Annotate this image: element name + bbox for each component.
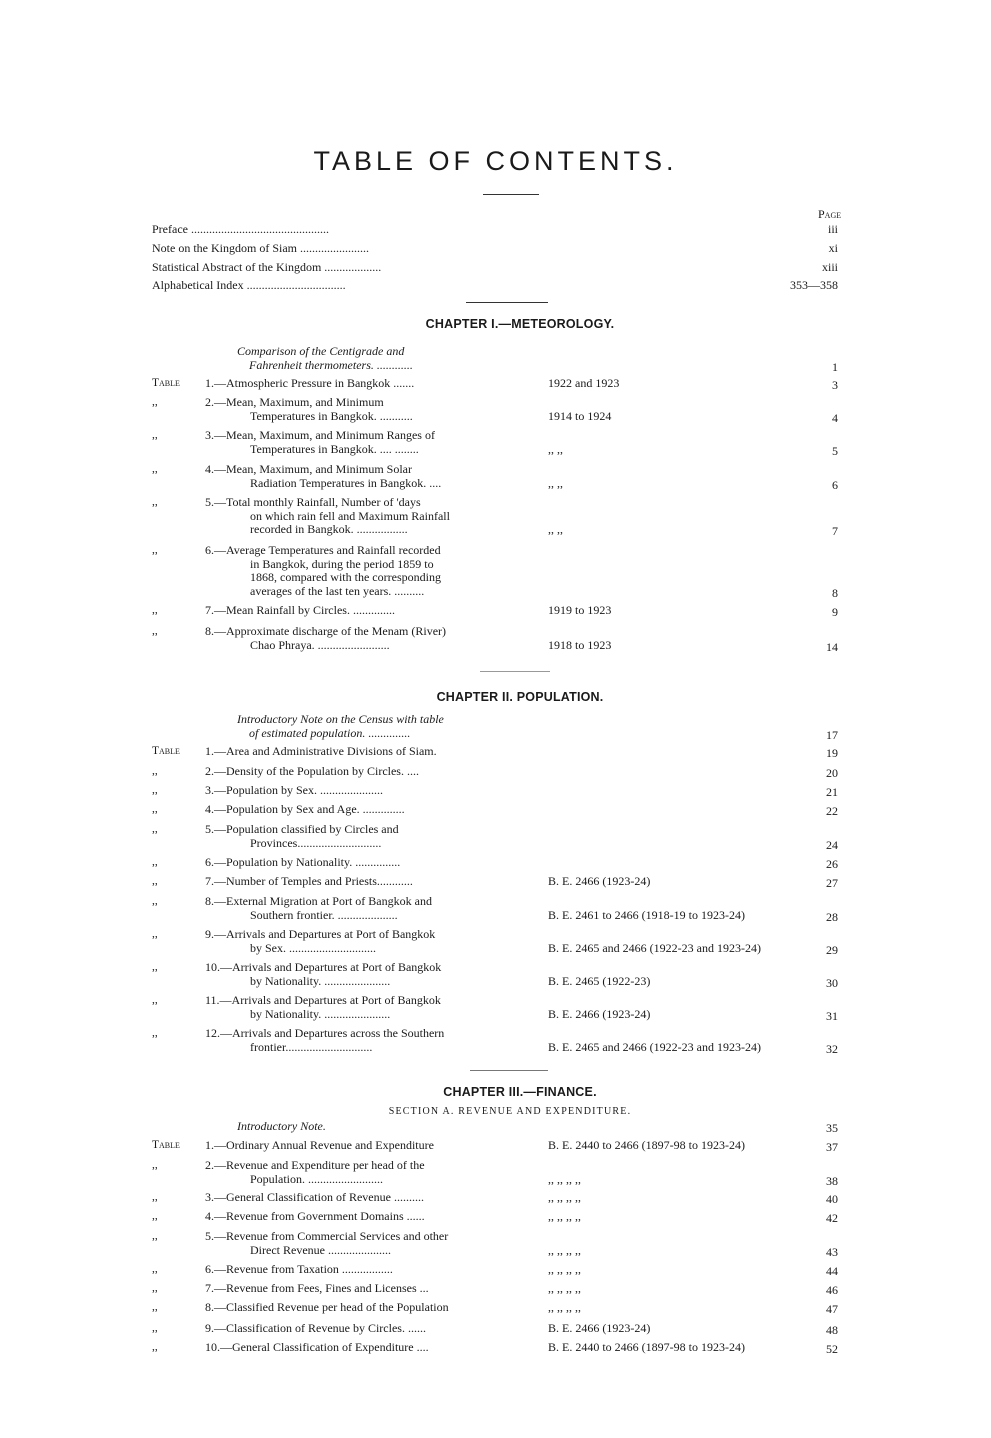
entry-title-line: 5.—Total monthly Rainfall, Number of 'days — [205, 496, 421, 509]
entry-title — [205, 429, 510, 456]
entry-page: 27 — [826, 876, 838, 890]
entry-period: ,, ,, — [548, 522, 563, 536]
entry-title-line: 2.—Revenue and Expenditure per head of the — [205, 1159, 425, 1172]
entry-title-line: Fahrenheit thermometers. ............ — [249, 358, 413, 372]
entry-title-line: Introductory Note on the Census with table — [237, 713, 444, 726]
table-label: ,, — [152, 961, 158, 973]
entry-title-line: of estimated population. .............. — [249, 726, 411, 740]
entry-title — [205, 856, 510, 870]
entry-title — [205, 1301, 510, 1315]
chapter-2-title: CHAPTER II. POPULATION. — [436, 690, 604, 704]
table-label: ,, — [152, 496, 158, 508]
entry-period: B. E. 2440 to 2466 (1897-98 to 1923-24) — [548, 1138, 745, 1152]
table-label: ,, — [152, 1027, 158, 1039]
entry-period: B. E. 2465 (1922-23) — [548, 973, 651, 988]
entry-period: B. E. 2466 (1923-24) — [548, 874, 651, 888]
entry-page: 7 — [832, 524, 838, 538]
table-label: ,, — [152, 994, 158, 1006]
entry-title-line: by Nationality. ...................... — [250, 1007, 391, 1021]
table-label: ,, — [152, 856, 158, 868]
chapter-2-divider — [470, 1070, 548, 1071]
entry-page: 21 — [826, 785, 838, 799]
entry-page: 5 — [832, 443, 838, 458]
entry-period: 1919 to 1923 — [548, 603, 612, 617]
front-matter-page: xi — [828, 241, 838, 255]
entry-page: 28 — [826, 909, 838, 924]
entry-title-line: averages of the last ten years. .......... — [250, 584, 425, 598]
entry-page: 43 — [826, 1244, 838, 1259]
entry-page: 47 — [826, 1302, 838, 1316]
entry-page: 48 — [826, 1323, 838, 1337]
entry-title — [205, 895, 510, 922]
entry-title — [237, 345, 542, 372]
entry-title — [205, 1139, 510, 1153]
entry-period: 1922 and 1923 — [548, 376, 620, 390]
entry-title-line: Temperatures in Bangkok. .... ........ — [250, 442, 419, 456]
entry-title — [205, 765, 510, 779]
chapter-1-divider — [480, 671, 550, 672]
entry-title-line: Direct Revenue ..................... — [250, 1243, 391, 1257]
entry-title-line: by Sex. ............................. — [250, 941, 376, 955]
front-matter-text: Alphabetical Index ................................. — [152, 278, 346, 292]
entry-page: 32 — [826, 1041, 838, 1056]
entry-title-line: 4.—Population by Sex and Age. .............. — [205, 803, 405, 816]
table-label: ,, — [152, 1210, 158, 1222]
chapter-3-title: CHAPTER III.—FINANCE. — [443, 1085, 597, 1099]
table-label: ,, — [152, 823, 158, 835]
table-label: ,, — [152, 928, 158, 940]
entry-title-line: frontier............................. — [250, 1040, 373, 1054]
entry-title-line: 5.—Revenue from Commercial Services and other — [205, 1230, 449, 1243]
table-label: ,, — [152, 396, 158, 408]
entry-title-line: Introductory Note. — [237, 1120, 326, 1133]
entry-title — [205, 961, 510, 988]
entry-title-line: Temperatures in Bangkok. ........... — [250, 409, 413, 423]
entry-page: 8 — [832, 585, 838, 600]
entry-page: 42 — [826, 1211, 838, 1225]
table-label: Table — [152, 377, 180, 389]
entry-page: 30 — [826, 975, 838, 990]
table-label: ,, — [152, 765, 158, 777]
entry-title-line: Radiation Temperatures in Bangkok. .... — [250, 476, 442, 490]
entry-title-line: 2.—Density of the Population by Circles. .... — [205, 765, 419, 778]
entry-title-line: 6.—Population by Nationality. ............... — [205, 856, 401, 869]
entry-title-line: 6.—Revenue from Taxation ................. — [205, 1263, 393, 1276]
entry-page: 19 — [826, 746, 838, 760]
chapter-1-title: CHAPTER I.—METEOROLOGY. — [425, 317, 615, 331]
entry-title-line: on which rain fell and Maximum Rainfall — [250, 509, 450, 523]
entry-period: ,, ,, — [548, 441, 563, 456]
entry-page: 40 — [826, 1192, 838, 1206]
entry-page: 22 — [826, 804, 838, 818]
entry-period: ,, ,, ,, ,, — [548, 1300, 581, 1314]
entry-period: ,, ,, ,, ,, — [548, 1171, 581, 1186]
entry-title-line: 3.—General Classification of Revenue .......... — [205, 1191, 424, 1204]
table-label: ,, — [152, 1322, 158, 1334]
entry-title-line: 3.—Mean, Maximum, and Minimum Ranges of — [205, 429, 435, 442]
page-column-header: Page — [818, 207, 842, 221]
entry-title — [205, 1027, 510, 1054]
table-label: ,, — [152, 784, 158, 796]
entry-title-line: 3.—Population by Sex. ..................... — [205, 784, 384, 797]
entry-title — [205, 994, 510, 1021]
entry-page: 3 — [832, 378, 838, 392]
entry-title — [205, 396, 510, 423]
front-matter-page: iii — [827, 222, 838, 236]
entry-period: ,, ,, ,, ,, — [548, 1209, 581, 1223]
entry-title-line: 10.—Arrivals and Departures at Port of Bangkok — [205, 961, 442, 974]
entry-period: ,, ,, ,, ,, — [548, 1190, 581, 1204]
entry-title-line: 7.—Revenue from Fees, Fines and Licenses ... — [205, 1282, 429, 1295]
entry-title — [205, 803, 510, 817]
entry-period: ,, ,, ,, ,, — [548, 1281, 581, 1295]
entry-period: ,, ,, — [548, 475, 563, 490]
entry-title-line: 1.—Ordinary Annual Revenue and Expenditure — [205, 1139, 434, 1152]
entry-page: 9 — [832, 605, 838, 619]
entry-title-line: 6.—Average Temperatures and Rainfall recorded — [205, 544, 441, 557]
entry-title — [205, 604, 510, 618]
entry-title-line: 8.—Classified Revenue per head of the Population — [205, 1301, 449, 1314]
title-divider — [483, 194, 539, 195]
table-label: ,, — [152, 1159, 158, 1171]
entry-page: 31 — [826, 1008, 838, 1023]
entry-period: B. E. 2466 (1923-24) — [548, 1321, 651, 1335]
entry-title — [205, 1282, 510, 1296]
entry-title — [205, 875, 510, 889]
table-label: ,, — [152, 604, 158, 616]
page-title: TABLE OF CONTENTS. — [313, 146, 678, 176]
entry-title-line: 10.—General Classification of Expenditure .... — [205, 1341, 429, 1354]
table-label: ,, — [152, 895, 158, 907]
entry-title-line: 5.—Population classified by Circles and — [205, 823, 399, 836]
entry-title-line: 7.—Number of Temples and Priests............ — [205, 875, 413, 888]
entry-title-line: Comparison of the Centigrade and — [237, 345, 405, 358]
entry-page: 4 — [832, 410, 838, 425]
entry-title — [205, 377, 510, 391]
entry-period: B. E. 2440 to 2466 (1897-98 to 1923-24) — [548, 1340, 745, 1354]
entry-page: 17 — [826, 727, 838, 742]
entry-title — [205, 1322, 510, 1336]
entry-title-line: 9.—Classification of Revenue by Circles. ...... — [205, 1322, 426, 1335]
entry-title — [205, 463, 510, 490]
table-label: ,, — [152, 1301, 158, 1313]
front-matter-text: Preface .............................................. — [152, 222, 329, 236]
entry-title-line: recorded in Bangkok. ................. — [250, 523, 408, 536]
entry-title — [205, 1159, 510, 1186]
entry-title-line: 9.—Arrivals and Departures at Port of Bangkok — [205, 928, 436, 941]
entry-title — [205, 745, 510, 759]
entry-page: 24 — [826, 837, 838, 852]
entry-title — [205, 496, 510, 537]
table-label: ,, — [152, 463, 158, 475]
entry-title — [205, 544, 510, 598]
entry-title — [205, 784, 510, 798]
entry-page: 6 — [832, 477, 838, 492]
entry-title-line: 11.—Arrivals and Departures at Port of Bangkok — [205, 994, 441, 1007]
entry-title-line: 2.—Mean, Maximum, and Minimum — [205, 396, 384, 409]
entry-page: 46 — [826, 1283, 838, 1297]
front-matter-page: 353—358 — [790, 278, 838, 292]
table-label: ,, — [152, 1341, 158, 1353]
entry-period: B. E. 2465 and 2466 (1922-23 and 1923-24) — [548, 1039, 761, 1054]
entry-period: 1914 to 1924 — [548, 408, 612, 423]
table-label: ,, — [152, 429, 158, 441]
entry-page: 14 — [826, 639, 838, 654]
front-matter-page: xiii — [821, 260, 838, 274]
entry-title — [237, 1120, 542, 1134]
entry-title — [205, 1191, 510, 1205]
entry-page: 1 — [832, 359, 838, 374]
entry-title — [205, 928, 510, 955]
table-label: ,, — [152, 1230, 158, 1242]
entry-title — [205, 1341, 510, 1355]
entry-title-line: in Bangkok, during the period 1859 to — [250, 557, 434, 571]
entry-page: 38 — [826, 1173, 838, 1188]
entry-title — [205, 1230, 510, 1257]
entry-title-line: 1.—Atmospheric Pressure in Bangkok ....... — [205, 377, 415, 390]
table-label: ,, — [152, 1263, 158, 1275]
entry-title-line: 4.—Mean, Maximum, and Minimum Solar — [205, 463, 412, 476]
entry-title-line: by Nationality. ...................... — [250, 974, 391, 988]
entry-page: 20 — [826, 766, 838, 780]
entry-title-line: 12.—Arrivals and Departures across the Southern — [205, 1027, 445, 1040]
entry-title-line: 1868, compared with the corresponding — [250, 571, 441, 584]
entry-title-line: 4.—Revenue from Government Domains ...... — [205, 1210, 425, 1223]
entry-title-line: 8.—Approximate discharge of the Menam (River) — [205, 625, 447, 638]
table-label: ,, — [152, 544, 158, 556]
entry-title-line: 1.—Area and Administrative Divisions of Siam. — [205, 745, 437, 758]
table-label: Table — [152, 1139, 180, 1151]
entry-page: 35 — [826, 1121, 838, 1135]
entry-page: 26 — [826, 857, 838, 871]
table-label: ,, — [152, 803, 158, 815]
front-matter-text: Note on the Kingdom of Siam ....................... — [152, 241, 369, 255]
section-a-heading: SECTION A. REVENUE AND EXPENDITURE. — [388, 1106, 632, 1117]
entry-page: 29 — [826, 942, 838, 957]
entry-title-line: Provinces............................ — [250, 836, 382, 850]
entry-page: 52 — [826, 1342, 838, 1356]
entry-title — [205, 1263, 510, 1277]
entry-title-line: Southern frontier. .................... — [250, 908, 398, 922]
table-label: ,, — [152, 1282, 158, 1294]
entry-period: 1918 to 1923 — [548, 637, 612, 652]
entry-period: B. E. 2465 and 2466 (1922-23 and 1923-24) — [548, 940, 761, 955]
entry-title-line: 8.—External Migration at Port of Bangkok and — [205, 895, 432, 908]
front-matter-text: Statistical Abstract of the Kingdom ................... — [152, 260, 382, 274]
entry-title-line: Population. ......................... — [250, 1172, 384, 1186]
table-label: Table — [152, 745, 180, 757]
entry-page: 37 — [826, 1140, 838, 1154]
table-label: ,, — [152, 1191, 158, 1203]
entry-title — [205, 823, 510, 850]
entry-title — [237, 713, 542, 740]
entry-title — [205, 625, 510, 652]
entry-page: 44 — [826, 1264, 838, 1278]
entry-period: ,, ,, ,, ,, — [548, 1262, 581, 1276]
entry-title-line: Chao Phraya. ........................ — [250, 638, 390, 652]
entry-title-line: 7.—Mean Rainfall by Circles. .............. — [205, 604, 395, 617]
front-matter-divider — [466, 302, 548, 303]
entry-period: ,, ,, ,, ,, — [548, 1242, 581, 1257]
entry-period: B. E. 2466 (1923-24) — [548, 1006, 651, 1021]
entry-period: B. E. 2461 to 2466 (1918-19 to 1923-24) — [548, 907, 745, 922]
table-label: ,, — [152, 625, 158, 637]
entry-title — [205, 1210, 510, 1224]
table-label: ,, — [152, 875, 158, 887]
